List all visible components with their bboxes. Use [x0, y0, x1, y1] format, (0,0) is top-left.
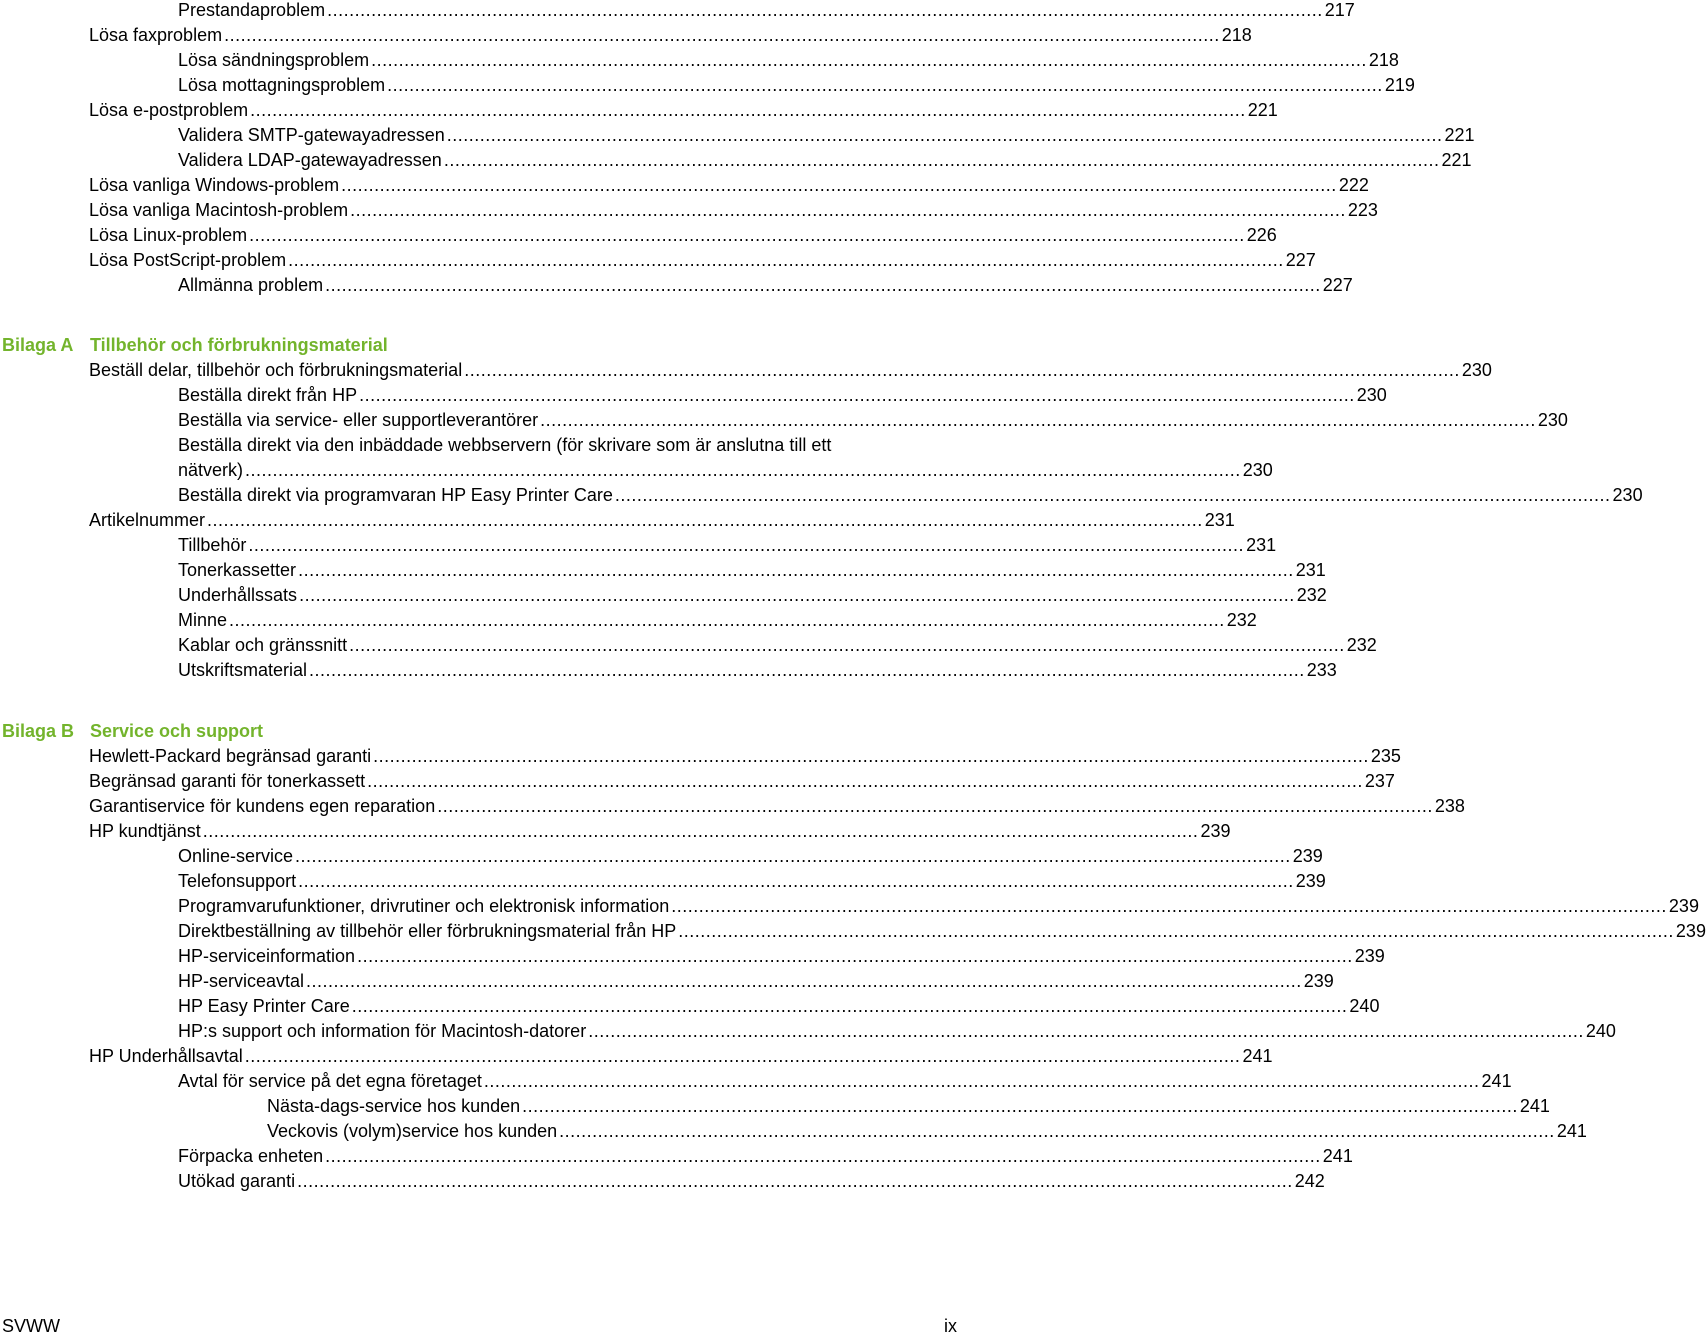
leader-dots: ..................................................................................................................................................................................... — [250, 100, 1246, 120]
toc-entry[interactable] — [89, 508, 1235, 532]
toc-entry[interactable] — [178, 558, 1326, 582]
appendix-a-heading[interactable] — [2, 333, 388, 357]
footer-page-number: ix — [944, 1316, 957, 1336]
page-number: 241 — [1242, 1046, 1273, 1066]
appendix-label: Bilaga B — [2, 721, 75, 741]
leader-dots: ..................................................................................................................................................................................... — [357, 946, 1353, 966]
entry-title: Lösa vanliga Macintosh-problem — [89, 200, 349, 220]
entry-title: Lösa mottagningsproblem — [178, 75, 386, 95]
page-number: 219 — [1384, 75, 1415, 95]
leader-dots: ..................................................................................................................................................................................... — [327, 0, 1323, 20]
entry-title: Programvarufunktioner, drivrutiner och elektronisk information — [178, 896, 670, 916]
toc-entry[interactable] — [178, 48, 1399, 72]
toc-entry[interactable] — [89, 1044, 1273, 1068]
leader-dots: ..................................................................................................................................................................................... — [248, 535, 1245, 555]
leader-dots: ..................................................................................................................................................................................... — [464, 360, 1460, 380]
leader-dots: ..................................................................................................................................................................................... — [371, 50, 1367, 70]
page-number: 230 — [1461, 360, 1492, 380]
page-number: 218 — [1368, 50, 1399, 70]
entry-title: Beställa direkt från HP — [178, 385, 358, 405]
leader-dots: ..................................................................................................................................................................................... — [540, 410, 1536, 430]
appendix-label: Bilaga A — [2, 335, 74, 355]
entry-title: Hewlett-Packard begränsad garanti — [89, 746, 372, 766]
leader-dots: ..................................................................................................................................................................................... — [306, 971, 1302, 991]
toc-entry[interactable] — [178, 148, 1472, 172]
toc-entry[interactable] — [267, 1119, 1587, 1143]
leader-dots: ..................................................................................................................................................................................... — [244, 1046, 1241, 1066]
entry-title: HP:s support och information för Macintosh-datorer — [178, 1021, 587, 1041]
toc-entry[interactable] — [178, 919, 1706, 943]
entry-title: Lösa PostScript-problem — [89, 250, 287, 270]
leader-dots: ..................................................................................................................................................................................... — [446, 125, 1443, 145]
leader-dots: ..................................................................................................................................................................................... — [671, 896, 1667, 916]
page-number: 240 — [1349, 996, 1380, 1016]
page-number: 223 — [1347, 200, 1378, 220]
page-number: 242 — [1294, 1171, 1325, 1191]
leader-dots: ..................................................................................................................................................................................... — [350, 200, 1346, 220]
leader-dots: ..................................................................................................................................................................................... — [483, 1071, 1480, 1091]
toc-entry[interactable] — [178, 123, 1475, 147]
page-number: 235 — [1370, 746, 1401, 766]
toc-entry[interactable] — [89, 173, 1369, 197]
entry-title: Utökad garanti — [178, 1171, 296, 1191]
entry-title: Validera LDAP-gatewayadressen — [178, 150, 442, 170]
toc-entry[interactable] — [178, 1144, 1353, 1168]
toc-entry[interactable] — [178, 658, 1337, 682]
toc-entry[interactable] — [89, 819, 1231, 843]
page-number: 239 — [1354, 946, 1385, 966]
leader-dots: ..................................................................................................................................................................................... — [202, 821, 1199, 841]
page-number: 232 — [1296, 585, 1327, 605]
page-number: 221 — [1444, 125, 1475, 145]
leader-dots: ..................................................................................................................................................................................... — [349, 635, 1345, 655]
leader-dots: ..................................................................................................................................................................................... — [298, 871, 1294, 891]
toc-entry[interactable] — [178, 383, 1387, 407]
entry-title: Tillbehör — [178, 535, 247, 555]
leader-dots: ..................................................................................................................................................................................... — [299, 585, 1295, 605]
entry-title: Minne — [178, 610, 228, 630]
entry-title: Garantiservice för kundens egen reparation — [89, 796, 436, 816]
leader-dots: ..................................................................................................................................................................................... — [229, 610, 1225, 630]
page-number: 217 — [1324, 0, 1355, 20]
appendix-b-heading[interactable] — [2, 719, 263, 743]
entry-title: Avtal för service på det egna företaget — [178, 1071, 482, 1091]
toc-entry[interactable] — [89, 769, 1395, 793]
page-number: 239 — [1668, 896, 1699, 916]
leader-dots: ..................................................................................................................................................................................... — [614, 485, 1611, 505]
toc-entry[interactable] — [89, 794, 1465, 818]
page-number: 231 — [1295, 560, 1326, 580]
leader-dots: ..................................................................................................................................................................................... — [245, 460, 1241, 480]
toc-entry[interactable] — [89, 744, 1401, 768]
leader-dots: ..................................................................................................................................................................................... — [437, 796, 1433, 816]
page-number: 239 — [1292, 846, 1323, 866]
page-number: 230 — [1537, 410, 1568, 430]
toc-entry[interactable] — [89, 23, 1252, 47]
page-number: 221 — [1441, 150, 1472, 170]
toc-entry[interactable] — [267, 1094, 1550, 1118]
entry-title: Allmänna problem — [178, 275, 324, 295]
leader-dots: ..................................................................................................................................................................................... — [367, 771, 1363, 791]
leader-dots: ..................................................................................................................................................................................... — [309, 660, 1305, 680]
entry-title: Telefonsupport — [178, 871, 297, 891]
entry-title: Beställ delar, tillbehör och förbrukningsmaterial — [89, 360, 463, 380]
entry-title: Tonerkassetter — [178, 560, 297, 580]
entry-title: Lösa sändningsproblem — [178, 50, 370, 70]
leader-dots: ..................................................................................................................................................................................... — [224, 25, 1220, 45]
toc-entry[interactable] — [178, 73, 1415, 97]
page-number: 231 — [1246, 535, 1277, 555]
leader-dots: ..................................................................................................................................................................................... — [295, 846, 1291, 866]
page-number: 239 — [1200, 821, 1231, 841]
page-number: 237 — [1364, 771, 1395, 791]
entry-title: HP Underhållsavtal — [89, 1046, 243, 1066]
entry-title: Underhållssats — [178, 585, 298, 605]
toc-entry[interactable] — [178, 944, 1385, 968]
footer-document-code: SVWW — [2, 1316, 60, 1336]
toc-entry[interactable] — [178, 533, 1277, 557]
toc-entry[interactable] — [178, 844, 1323, 868]
toc-entry[interactable] — [89, 248, 1316, 272]
leader-dots: ..................................................................................................................................................................................... — [678, 921, 1674, 941]
toc-entry[interactable] — [89, 358, 1492, 382]
page-number: 233 — [1306, 660, 1337, 680]
entry-title: Förpacka enheten — [178, 1146, 324, 1166]
entry-title: Utskriftsmaterial — [178, 660, 308, 680]
entry-title: HP Easy Printer Care — [178, 996, 350, 1016]
leader-dots: ..................................................................................................................................................................................... — [325, 275, 1321, 295]
page-number: 226 — [1246, 225, 1277, 245]
page-number: 221 — [1247, 100, 1278, 120]
toc-entry[interactable] — [178, 483, 1643, 507]
page-number: 227 — [1285, 250, 1316, 270]
entry-title: Validera SMTP-gatewayadressen — [178, 125, 445, 145]
toc-entry[interactable] — [178, 633, 1377, 657]
leader-dots: ..................................................................................................................................................................................... — [341, 175, 1337, 195]
page-number: 241 — [1519, 1096, 1550, 1116]
toc-entry[interactable] — [178, 408, 1568, 432]
leader-dots: ..................................................................................................................................................................................... — [387, 75, 1383, 95]
toc-entry[interactable] — [178, 894, 1699, 918]
leader-dots: ..................................................................................................................................................................................... — [325, 1146, 1321, 1166]
page-number: 222 — [1338, 175, 1369, 195]
leader-dots: ..................................................................................................................................................................................... — [522, 1096, 1518, 1116]
toc-entry[interactable] — [178, 0, 1355, 22]
leader-dots: ..................................................................................................................................................................................... — [207, 510, 1203, 530]
toc-entry[interactable] — [178, 1169, 1325, 1193]
entry-title: Lösa vanliga Windows-problem — [89, 175, 340, 195]
entry-title: Veckovis (volym)service hos kunden — [267, 1121, 558, 1141]
page-number: 239 — [1295, 871, 1326, 891]
leader-dots: ..................................................................................................................................................................................... — [359, 385, 1355, 405]
toc-entry[interactable] — [178, 969, 1334, 993]
leader-dots: ..................................................................................................................................................................................... — [249, 225, 1245, 245]
leader-dots: ..................................................................................................................................................................................... — [298, 560, 1294, 580]
entry-title: Lösa e-postproblem — [89, 100, 249, 120]
page-number: 230 — [1356, 385, 1387, 405]
page-number: 239 — [1675, 921, 1706, 941]
entry-title: Online-service — [178, 846, 294, 866]
entry-title: HP kundtjänst — [89, 821, 201, 841]
page-number: 241 — [1481, 1071, 1512, 1091]
page-number: 232 — [1346, 635, 1377, 655]
page-number: 241 — [1556, 1121, 1587, 1141]
page-number: 238 — [1434, 796, 1465, 816]
toc-entry[interactable] — [89, 98, 1278, 122]
entry-title: Beställa via service- eller supportleverantörer — [178, 410, 539, 430]
toc-entry[interactable] — [178, 273, 1353, 297]
entry-title: Nästa-dags-service hos kunden — [267, 1096, 521, 1116]
leader-dots: ..................................................................................................................................................................................... — [351, 996, 1348, 1016]
leader-dots: ..................................................................................................................................................................................... — [297, 1171, 1293, 1191]
leader-dots: ..................................................................................................................................................................................... — [588, 1021, 1584, 1041]
page-number: 241 — [1322, 1146, 1353, 1166]
entry-title: Lösa Linux-problem — [89, 225, 248, 245]
page-number: 230 — [1612, 485, 1643, 505]
page-number: 232 — [1226, 610, 1257, 630]
entry-title: nätverk) — [178, 460, 244, 480]
toc-entry[interactable] — [178, 583, 1327, 607]
page-number: 239 — [1303, 971, 1334, 991]
toc-entry[interactable] — [178, 994, 1380, 1018]
leader-dots: ..................................................................................................................................................................................... — [288, 250, 1284, 270]
entry-title: Prestandaproblem — [178, 0, 326, 20]
entry-title: HP-serviceinformation — [178, 946, 356, 966]
entry-title: Lösa faxproblem — [89, 25, 223, 45]
page-number: 218 — [1221, 25, 1252, 45]
entry-title: Kablar och gränssnitt — [178, 635, 348, 655]
toc-entry[interactable] — [178, 458, 1273, 482]
toc-entry[interactable] — [178, 869, 1326, 893]
leader-dots: ..................................................................................................................................................................................... — [559, 1121, 1555, 1141]
leader-dots: ..................................................................................................................................................................................... — [373, 746, 1369, 766]
entry-title: HP-serviceavtal — [178, 971, 305, 991]
page-number: 227 — [1322, 275, 1353, 295]
toc-entry[interactable] — [178, 1069, 1512, 1093]
page-number: 230 — [1242, 460, 1273, 480]
toc-entry[interactable] — [89, 223, 1277, 247]
entry-title: Direktbeställning av tillbehör eller förbrukningsmaterial från HP — [178, 921, 677, 941]
toc-entry[interactable] — [178, 1019, 1616, 1043]
appendix-title: Tillbehör och förbrukningsmaterial — [90, 335, 388, 355]
toc-entry[interactable] — [178, 608, 1257, 632]
toc-entry-wrapped-line[interactable]: Beställa direkt via den inbäddade webbservern (för skrivare som är anslutna till ett — [178, 435, 832, 455]
appendix-title: Service och support — [90, 721, 264, 741]
entry-title: Artikelnummer — [89, 510, 206, 530]
leader-dots: ..................................................................................................................................................................................... — [443, 150, 1440, 170]
entry-title: Beställa direkt via programvaran HP Easy Printer Care — [178, 485, 613, 505]
toc-entry[interactable] — [89, 198, 1378, 222]
page-number: 240 — [1585, 1021, 1616, 1041]
entry-title: Begränsad garanti för tonerkassett — [89, 771, 366, 791]
page-number: 231 — [1204, 510, 1235, 530]
